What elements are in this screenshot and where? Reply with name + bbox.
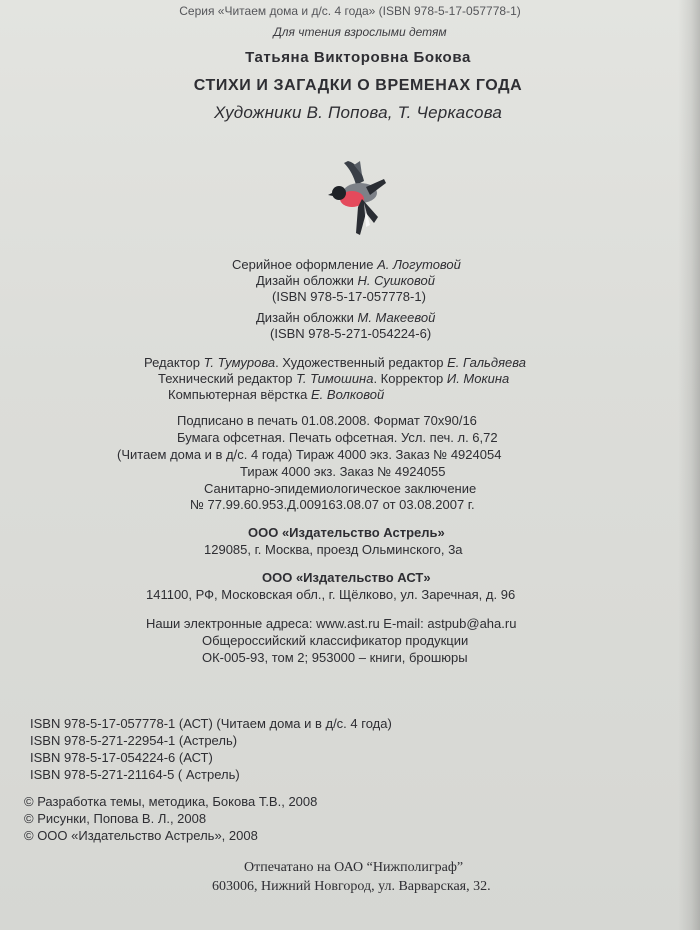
isbn-line: ISBN 978-5-17-054224-6 (АСТ)	[30, 750, 213, 765]
book-title: СТИХИ И ЗАГАДКИ О ВРЕМЕНАХ ГОДА	[193, 77, 523, 94]
ast-name: ООО «Издательство АСТ»	[262, 570, 431, 585]
sanitary-number: № 77.99.60.953.Д.009163.08.07 от 03.08.2007 г.	[190, 497, 475, 512]
copyright-line: © ООО «Издательство Астрель», 2008	[24, 828, 258, 843]
astrel-address: 129085, г. Москва, проезд Ольминского, 3а	[204, 542, 463, 557]
signed-line: Подписано в печать 01.08.2008. Формат 70х90/16	[177, 413, 477, 428]
run-line-2: Тираж 4000 экз. Заказ № 4924055	[240, 464, 446, 479]
printed-by: Отпечатано на ОАО “Нижполиграф”	[244, 860, 464, 875]
cover-design-credit-1	[256, 273, 435, 289]
astrel-name: ООО «Издательство Астрель»	[248, 525, 445, 540]
credit-label: Серийное оформление	[232, 257, 374, 272]
ast-address: 141100, РФ, Московская обл., г. Щёлково, ул. Заречная, д. 96	[146, 587, 516, 602]
credit-name: А. Логутовой	[377, 257, 461, 272]
artists-names: В. Попова, Т. Черкасова	[306, 103, 503, 122]
tech-editor-label: Технический редактор	[158, 371, 293, 386]
isbn-line: ISBN 978-5-271-21164-5 ( Астрель)	[30, 767, 240, 782]
artists-label: Художники	[213, 103, 302, 122]
layout-label: Компьютерная вёрстка	[168, 387, 308, 402]
classifier-line: Общероссийский классификатор продукции	[202, 633, 469, 648]
author-name: Татьяна Викторовна Бокова	[245, 49, 471, 66]
art-editor-name: Е. Гальдяева	[447, 355, 526, 370]
layout-name: Е. Волковой	[311, 387, 385, 402]
printer-address: 603006, Нижний Новгород, ул. Варварская, 32.	[212, 879, 491, 894]
isbn-line: ISBN 978-5-271-22954-1 (Астрель)	[30, 733, 238, 748]
series-design-credit	[232, 257, 461, 273]
artists-line	[0, 105, 700, 121]
cover-isbn-1: (ISBN 978-5-17-057778-1)	[272, 289, 426, 304]
proof-label: . Корректор	[373, 371, 444, 386]
tech-editor-name: Т. Тимошина	[296, 371, 374, 386]
cover-isbn-2: (ISBN 978-5-271-054224-6)	[270, 326, 432, 341]
copyright-line: © Рисунки, Попова В. Л., 2008	[24, 811, 207, 826]
bullfinch-icon	[326, 155, 388, 239]
editor-name: Т. Тумурова	[203, 355, 276, 370]
layout-line	[168, 387, 384, 403]
audience-line: Для чтения взрослыми детям	[273, 25, 447, 39]
emails-line: Наши электронные адреса: www.ast.ru E-mail: astpub@aha.ru	[146, 616, 517, 631]
editor-label: Редактор	[144, 355, 200, 370]
copyright-line: © Разработка темы, методика, Бокова Т.В., 2008	[24, 794, 318, 809]
tech-editor-line	[158, 371, 509, 387]
art-editor-label: . Художественный редактор	[275, 355, 444, 370]
classifier-code: ОК-005-93, том 2; 953000 – книги, брошюры	[202, 650, 468, 665]
paper-line: Бумага офсетная. Печать офсетная. Усл. печ. л. 6,72	[177, 430, 498, 445]
isbn-line: ISBN 978-5-17-057778-1 (АСТ) (Читаем дома и в д/с. 4 года)	[30, 716, 392, 731]
credit-name: Н. Сушковой	[357, 273, 435, 288]
proof-name: И. Мокина	[446, 371, 510, 386]
credit-label: Дизайн обложки	[256, 273, 354, 288]
cover-design-credit-2	[256, 310, 435, 326]
editor-line	[144, 355, 526, 371]
sanitary-line: Санитарно-эпидемиологическое заключение	[204, 481, 477, 496]
series-line: Серия «Читаем дома и д/с. 4 года» (ISBN 978-5-17-057778-1)	[179, 4, 521, 18]
page-spine-shadow	[678, 0, 700, 930]
credit-label: Дизайн обложки	[256, 310, 354, 325]
credit-name: М. Макеевой	[357, 310, 436, 325]
run-line-1: (Читаем дома и в д/с. 4 года) Тираж 4000 экз. Заказ № 4924054	[117, 447, 502, 462]
